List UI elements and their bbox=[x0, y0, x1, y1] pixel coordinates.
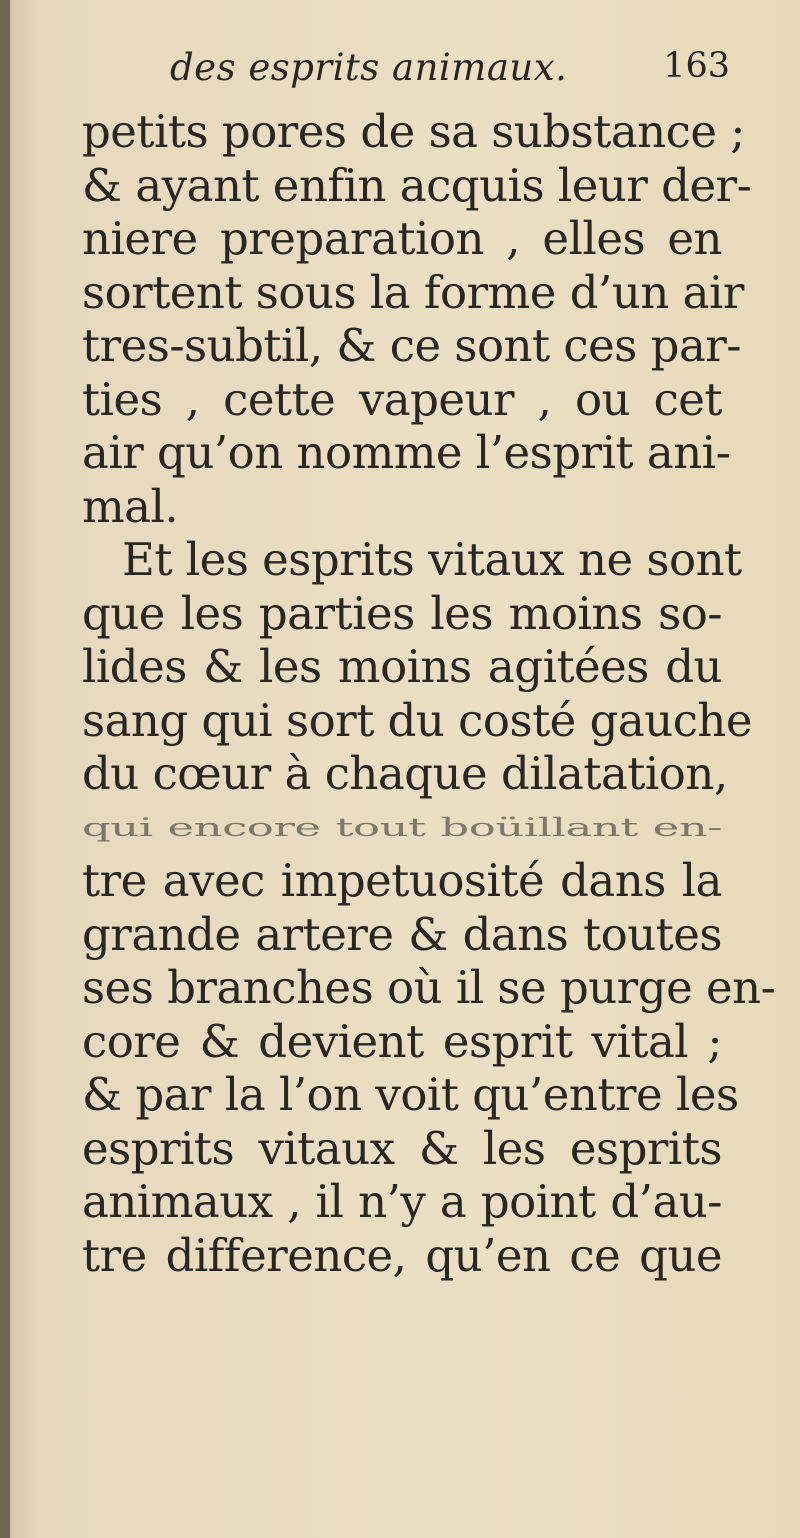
page-edge bbox=[0, 0, 10, 1538]
page-header bbox=[170, 40, 730, 110]
text-line: grande artere & dans toutes bbox=[82, 907, 722, 961]
text-line: air qu’on nomme l’esprit ani- bbox=[82, 426, 731, 479]
text-line: Et les esprits vitaux ne sont bbox=[122, 533, 742, 586]
text-line: niere preparation , elles en bbox=[82, 212, 722, 265]
text-line: sang qui sort du costé gauche bbox=[82, 693, 753, 747]
page-number: 163 bbox=[663, 46, 730, 86]
text-line: mal. bbox=[82, 479, 179, 533]
text-line: du cœur à chaque dilatation, bbox=[82, 747, 728, 800]
text-line: & par la l’on voit qu’entre les bbox=[82, 1068, 739, 1121]
text-line: & ayant enfin acquis leur der- bbox=[82, 158, 752, 212]
body-text bbox=[82, 105, 776, 1282]
text-line: animaux , il n’y a point d’au- bbox=[82, 1175, 722, 1228]
text-line: core & devient esprit vital ; bbox=[82, 1014, 722, 1068]
text-line: lides & les moins agitées du bbox=[82, 640, 722, 693]
text-line: tres-subtil, & ce sont ces par- bbox=[82, 319, 742, 372]
text-line: tre avec impetuosité dans la bbox=[82, 854, 722, 907]
text-line: petits pores de sa substance ; bbox=[82, 105, 745, 158]
text-line: sortent sous la forme d’un air bbox=[82, 265, 744, 319]
text-line: ses branches où il se purge en- bbox=[82, 961, 776, 1014]
text-line: ties , cette vapeur , ou cet bbox=[82, 372, 722, 426]
text-line: esprits vitaux & les esprits bbox=[82, 1121, 722, 1175]
text-line: que les parties les moins so- bbox=[82, 586, 722, 640]
text-line: tre difference, qu’en ce que bbox=[82, 1228, 722, 1282]
text-line: qui encore tout boüillant en- bbox=[82, 812, 722, 842]
running-title: des esprits animaux. bbox=[170, 46, 568, 89]
